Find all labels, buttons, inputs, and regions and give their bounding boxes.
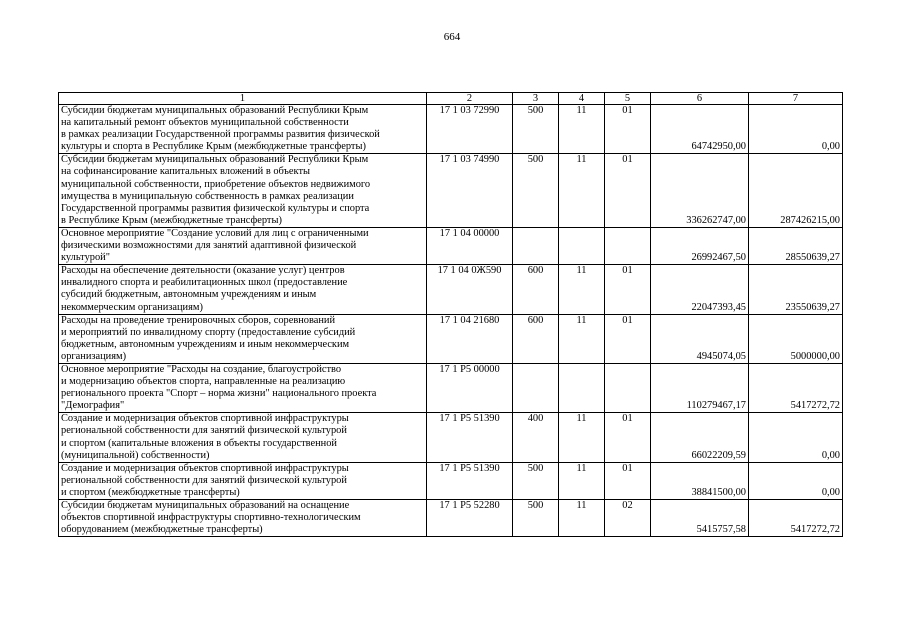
- row-section: 11: [559, 105, 605, 154]
- row-amount-1: 5415757,58: [651, 500, 749, 537]
- row-amount-1: 22047393,45: [651, 265, 749, 314]
- description-line: в рамках реализации Государственной программы развития физической: [61, 129, 380, 141]
- row-subsection: 01: [605, 413, 651, 462]
- header-col-1: 1: [59, 93, 427, 105]
- row-amount-1: 64742950,00: [651, 105, 749, 154]
- description-line: имущества в муниципальную собственность в рамках реализации: [61, 190, 354, 202]
- row-expense-type: 500: [513, 500, 559, 537]
- description-line: и модернизацию объектов спорта, направленные на реализацию: [61, 376, 346, 388]
- row-amount-1: 4945074,05: [651, 314, 749, 363]
- row-subsection: 01: [605, 105, 651, 154]
- row-target-code: 17 1 03 72990: [427, 105, 513, 154]
- description-line: Расходы на проведение тренировочных сборов, соревнований: [61, 314, 336, 326]
- row-description: [59, 314, 427, 363]
- row-target-code: 17 1 04 0Ж590: [427, 265, 513, 314]
- row-subsection: [605, 227, 651, 264]
- description-line: и спортом (капитальные вложения в объекты государственной: [61, 437, 337, 449]
- description-line: Создание и модернизация объектов спортивной инфраструктуры: [61, 462, 349, 474]
- row-target-code: 17 1 P5 52280: [427, 500, 513, 537]
- description-line: организациям): [61, 350, 127, 362]
- header-col-3: 3: [513, 93, 559, 105]
- row-subsection: 01: [605, 314, 651, 363]
- header-col-4: 4: [559, 93, 605, 105]
- budget-table: [58, 92, 843, 537]
- description-line: объектов спортивной инфраструктуры спортивно-технологическим: [61, 512, 361, 524]
- row-amount-2: 5417272,72: [749, 363, 843, 412]
- row-amount-1: 66022209,59: [651, 413, 749, 462]
- row-section: 11: [559, 462, 605, 499]
- row-target-code: 17 1 04 00000: [427, 227, 513, 264]
- row-expense-type: 500: [513, 105, 559, 154]
- row-target-code: 17 1 P5 00000: [427, 363, 513, 412]
- row-section: [559, 227, 605, 264]
- description-line: Субсидии бюджетам муниципальных образований на оснащение: [61, 500, 350, 511]
- header-col-5: 5: [605, 93, 651, 105]
- row-target-code: 17 1 P5 51390: [427, 462, 513, 499]
- row-description: [59, 363, 427, 412]
- row-amount-2: 287426215,00: [749, 154, 843, 228]
- row-target-code: 17 1 03 74990: [427, 154, 513, 228]
- row-subsection: 01: [605, 265, 651, 314]
- table-row: [59, 314, 843, 363]
- row-description: [59, 105, 427, 154]
- row-amount-2: 5000000,00: [749, 314, 843, 363]
- description-line: Создание и модернизация объектов спортивной инфраструктуры: [61, 413, 349, 425]
- description-line: бюджетным, автономным учреждениям и иным некоммерческим: [61, 338, 350, 350]
- description-line: культурой": [61, 252, 110, 264]
- description-line: культуры и спорта в Республике Крым (межбюджетные трансферты): [61, 141, 366, 153]
- row-expense-type: 600: [513, 265, 559, 314]
- description-line: на капитальный ремонт объектов муниципальной собственности: [61, 117, 349, 129]
- description-line: муниципальной собственности, приобретение объектов недвижимого: [61, 178, 371, 190]
- description-line: Субсидии бюджетам муниципальных образований Республики Крым: [61, 154, 369, 166]
- row-expense-type: 500: [513, 154, 559, 228]
- header-col-7: 7: [749, 93, 843, 105]
- description-line: субсидий бюджетным, автономным учреждениям и иным: [61, 289, 317, 301]
- table-row: [59, 105, 843, 154]
- row-description: [59, 462, 427, 499]
- row-expense-type: [513, 227, 559, 264]
- description-line: и спортом (межбюджетные трансферты): [61, 486, 240, 498]
- description-line: некоммерческим организациям): [61, 301, 203, 313]
- row-subsection: [605, 363, 651, 412]
- row-expense-type: 500: [513, 462, 559, 499]
- row-description: [59, 265, 427, 314]
- row-amount-1: 336262747,00: [651, 154, 749, 228]
- row-amount-1: 38841500,00: [651, 462, 749, 499]
- description-line: инвалидного спорта и реабилитационных школ (предоставление: [61, 277, 348, 289]
- page-number: 664: [443, 31, 461, 43]
- description-line: (муниципальной) собственности): [61, 449, 210, 461]
- row-section: 11: [559, 500, 605, 537]
- description-line: Расходы на обеспечение деятельности (оказание услуг) центров: [61, 265, 345, 277]
- row-description: [59, 227, 427, 264]
- row-target-code: 17 1 04 21680: [427, 314, 513, 363]
- header-row: [59, 93, 843, 105]
- row-section: 11: [559, 413, 605, 462]
- row-amount-1: 26992467,50: [651, 227, 749, 264]
- description-line: физическими возможностями для занятий адаптивной физической: [61, 240, 357, 252]
- row-expense-type: [513, 363, 559, 412]
- description-line: Субсидии бюджетам муниципальных образований Республики Крым: [61, 105, 369, 116]
- table-row: [59, 462, 843, 499]
- row-description: [59, 154, 427, 228]
- description-line: оборудованием (межбюджетные трансферты): [61, 524, 263, 536]
- table-row: [59, 154, 843, 228]
- table-row: [59, 500, 843, 537]
- row-description: [59, 500, 427, 537]
- description-line: региональной собственности для занятий физической культурой: [61, 474, 347, 486]
- row-section: 11: [559, 265, 605, 314]
- row-section: 11: [559, 154, 605, 228]
- row-amount-2: 0,00: [749, 105, 843, 154]
- row-description: [59, 413, 427, 462]
- description-line: на софинансирование капитальных вложений в объекты: [61, 166, 310, 178]
- row-expense-type: 400: [513, 413, 559, 462]
- row-subsection: 01: [605, 154, 651, 228]
- row-subsection: 01: [605, 462, 651, 499]
- row-amount-1: 110279467,17: [651, 363, 749, 412]
- row-amount-2: 0,00: [749, 413, 843, 462]
- row-expense-type: 600: [513, 314, 559, 363]
- row-target-code: 17 1 P5 51390: [427, 413, 513, 462]
- description-line: в Республике Крым (межбюджетные трансферты): [61, 214, 282, 226]
- row-amount-2: 5417272,72: [749, 500, 843, 537]
- row-amount-2: 23550639,27: [749, 265, 843, 314]
- description-line: Основное мероприятие "Создание условий для лиц с ограниченными: [61, 227, 369, 239]
- description-line: Государственной программы развития физической культуры и спорта: [61, 202, 370, 214]
- row-amount-2: 28550639,27: [749, 227, 843, 264]
- table-row: [59, 265, 843, 314]
- table-row: [59, 363, 843, 412]
- row-subsection: 02: [605, 500, 651, 537]
- table-row: [59, 413, 843, 462]
- description-line: регионального проекта "Спорт – норма жизни" национального проекта: [61, 388, 377, 400]
- table-row: [59, 227, 843, 264]
- row-amount-2: 0,00: [749, 462, 843, 499]
- description-line: и мероприятий по инвалидному спорту (предоставление субсидий: [61, 326, 356, 338]
- header-col-2: 2: [427, 93, 513, 105]
- description-line: Основное мероприятие "Расходы на создание, благоустройство: [61, 363, 342, 375]
- description-line: "Демография": [61, 400, 125, 412]
- row-section: 11: [559, 314, 605, 363]
- description-line: региональной собственности для занятий физической культурой: [61, 425, 347, 437]
- header-col-6: 6: [651, 93, 749, 105]
- row-section: [559, 363, 605, 412]
